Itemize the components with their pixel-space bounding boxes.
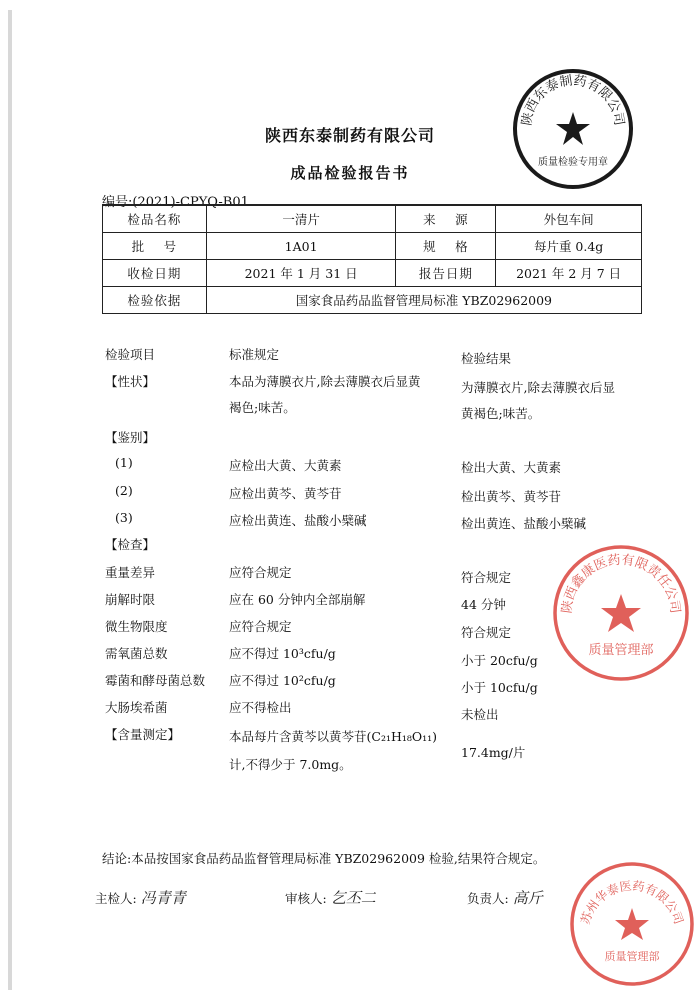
product-name-label: 检品名称 (103, 205, 207, 233)
check-row-5-standard: 应不得过 10²cfu/g (229, 673, 336, 688)
id-row-3-result: 检出黄连、盐酸小檗碱 (461, 516, 587, 531)
check-row-4-item: 需氧菌总数 (105, 646, 168, 661)
table-row (103, 205, 642, 233)
company-name: 陕西东泰制药有限公司 (264, 126, 435, 145)
document-title: 成品检验报告书 (290, 164, 410, 182)
star-icon (615, 908, 649, 940)
header-standard: 标准规定 (229, 347, 280, 362)
check-row-6-item: 大肠埃希菌 (105, 700, 168, 715)
id-row-2-result: 检出黄芩、黄芩苷 (461, 489, 562, 504)
table-row (103, 287, 642, 314)
check-row-6-standard: 应不得检出 (229, 700, 292, 715)
id-row-3-standard: 应检出黄连、盐酸小檗碱 (229, 513, 367, 528)
stamp3-subtext: 质量管理部 (604, 950, 660, 963)
source-label: 来 源 (396, 205, 496, 233)
check-row-3-result: 符合规定 (461, 625, 512, 640)
product-name-value: 一清片 (206, 205, 396, 233)
scan-edge (8, 10, 12, 990)
responsible-label: 负责人: (467, 891, 509, 906)
id-row-3-item: (3) (115, 510, 133, 525)
header-result: 检验结果 (461, 351, 512, 366)
table-row (103, 233, 642, 260)
check-row-5-item: 霉菌和酵母菌总数 (105, 673, 206, 688)
stamp3-arc-text: 苏州华泰医药有限公司 (578, 878, 686, 927)
inspector-name: 冯青青 (140, 889, 186, 907)
check-row-6-result: 未检出 (461, 707, 499, 722)
check-row-5-result: 小于 10cfu/g (461, 680, 538, 695)
stamp1-subtext: 质量检验专用章 (538, 157, 608, 168)
appearance-standard-line2: 褐色;味苦。 (229, 400, 296, 415)
appearance-standard-line1: 本品为薄膜衣片,除去薄膜衣后显黄 (229, 374, 421, 389)
responsible-name: 高斤 (512, 889, 543, 907)
basis-value: 国家食品药品监督管理局标准 YBZ02962009 (206, 287, 641, 314)
basis-label: 检验依据 (103, 287, 207, 314)
check-row-4-result: 小于 20cfu/g (461, 653, 538, 668)
received-date-label: 收检日期 (103, 260, 207, 287)
appearance-label: 【性状】 (105, 374, 156, 389)
check-row-3-standard: 应符合规定 (229, 619, 292, 634)
star-icon (601, 594, 641, 632)
stamp2-subtext: 质量管理部 (588, 643, 654, 658)
check-row-4-standard: 应不得过 10³cfu/g (229, 646, 336, 661)
check-row-1-standard: 应符合规定 (229, 565, 292, 580)
inspector-label: 主检人: (95, 891, 137, 906)
responsible-signature (467, 887, 543, 908)
batch-value: 1A01 (206, 233, 396, 260)
check-row-2-result: 44 分钟 (461, 597, 506, 612)
received-date-value: 2021 年 1 月 31 日 (206, 260, 396, 287)
report-date-label: 报告日期 (396, 260, 496, 287)
spec-value: 每片重 0.4g (496, 233, 642, 260)
check-row-2-standard: 应在 60 分钟内全部崩解 (229, 592, 366, 607)
supplier-qa-stamp (568, 860, 696, 988)
assay-result: 17.4mg/片 (461, 745, 526, 760)
id-row-2-item: (2) (115, 483, 133, 498)
header-item: 检验项目 (105, 347, 156, 362)
check-row-2-item: 崩解时限 (105, 592, 156, 607)
conclusion: 结论:本品按国家食品药品监督管理局标准 YBZ02962009 检验,结果符合规定。 (102, 851, 546, 866)
inspection-label: 【检查】 (105, 537, 156, 552)
batch-label: 批 号 (103, 233, 207, 260)
id-row-1-standard: 应检出大黄、大黄素 (229, 458, 342, 473)
appearance-result-line2: 黄褐色;味苦。 (461, 406, 541, 421)
distributor-qa-stamp (548, 540, 694, 686)
spec-label: 规 格 (396, 233, 496, 260)
source-value: 外包车间 (496, 205, 642, 233)
reviewer-signature (285, 887, 376, 908)
assay-standard-line2: 计,不得少于 7.0mg。 (229, 757, 352, 772)
reviewer-name: 乞丕二 (330, 889, 376, 907)
check-row-1-item: 重量差异 (105, 565, 156, 580)
id-row-1-item: (1) (115, 455, 133, 470)
reviewer-label: 审核人: (285, 891, 327, 906)
stamp1-arc-text: 陕西东泰制药有限公司 (519, 73, 627, 127)
assay-label: 【含量测定】 (105, 727, 181, 742)
appearance-result-line1: 为薄膜衣片,除去薄膜衣后显 (461, 380, 615, 395)
document-number: 编号:(2021)-CPYQ-B01 (102, 195, 249, 210)
star-icon (556, 112, 590, 145)
stamp2-arc-text: 陕西鑫康医药有限责任公司 (559, 552, 683, 615)
product-info-table (102, 204, 642, 314)
company-qc-stamp (510, 66, 636, 192)
table-row (103, 260, 642, 287)
assay-standard-line1: 本品每片含黄芩以黄芩苷(C₂₁H₁₈O₁₁) (229, 729, 438, 744)
id-row-2-standard: 应检出黄芩、黄芩苷 (229, 486, 342, 501)
id-row-1-result: 检出大黄、大黄素 (461, 460, 562, 475)
report-date-value: 2021 年 2 月 7 日 (496, 260, 642, 287)
check-row-3-item: 微生物限度 (105, 619, 168, 634)
inspector-signature (95, 887, 186, 908)
check-row-1-result: 符合规定 (461, 570, 512, 585)
identification-label: 【鉴别】 (105, 430, 156, 445)
